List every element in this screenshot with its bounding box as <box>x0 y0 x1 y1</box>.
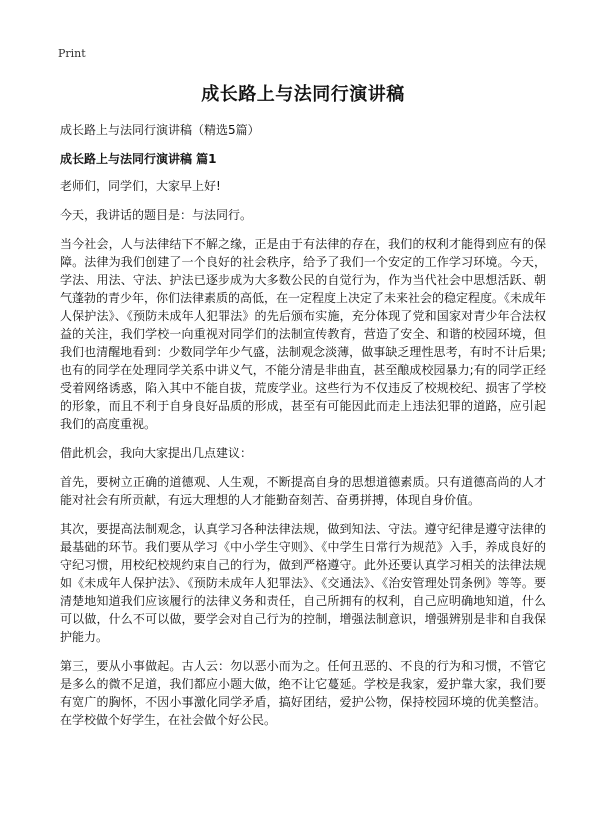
paragraph-greeting: 老师们，同学们，大家早上好! <box>60 179 221 193</box>
document-subtitle: 成长路上与法同行演讲稿（精选5篇） <box>60 123 260 137</box>
document-body <box>60 177 546 740</box>
paragraph-society: 当今社会，人与法律结下不解之缘，正是由于有法律的存在，我们的权利才能得到应有的保障。法律为我们创建了一个良好的社会秩序，给予了我们一个安定的工作学习环境。今天，学法、用法、守法、护法已逐步成为大多数公民的自觉行为，作为当代社会中思想活跃、朝气蓬勃的青少年，你们法律素质的高低，在一定程度上决定了未来社会的稳定程度。《未成年人保护法》、《预防未成年人犯罪法》的先后颁布实施，充分体现了党和国家对青少年合法权益的关注，我们学校一向重视对同学们的法制宣传教育，营造了安全、和谐的校园环境，但我们也清醒地看到：少数同学年少气盛，法制观念淡薄，做事缺乏理性思考，有时不计后果;也有的同学在处理同学关系中讲义气，不能分清是非曲直，甚至酿成校园暴力;有的同学正经受着网络诱惑，陷入其中不能自拔，荒废学业。这些行为不仅违反了校规校纪、损害了学校的形象，而且不利于自身良好品质的形成，甚至有可能因此而走上违法犯罪的道路，应引起我们的高度重视。 <box>60 237 547 431</box>
paragraph-suggestions-intro: 借此机会，我向大家提出几点建议： <box>60 446 253 460</box>
paragraph-second-point: 其次，要提高法制观念，认真学习各种法律法规，做到知法、守法。遵守纪律是遵守法律的最基础的环节。我们要从学习《中小学生守则》、《中学生日常行为规范》入手，养成良好的守纪习惯，用校纪校规约束自己的行为，做到严格遵守。此外还要认真学习相关的法律法规如《未成年人保护法》、《预防未成年人犯罪法》、《交通法》、《治安管理处罚条例》等等。要清楚地知道我们应该履行的法律义务和责任，自己所拥有的权利，自己应明确地知道，什么可以做，什么不可以做，要学会对自己行为的控制，增强法制意识，增强辨别是非和自我保护能力。 <box>60 522 546 644</box>
section-heading: 成长路上与法同行演讲稿 篇1 <box>60 152 217 166</box>
document-title: 成长路上与法同行演讲稿 <box>201 84 405 105</box>
paragraph-first-point: 首先，要树立正确的道德观、人生观，不断提高自身的思想道德素质。只有道德高尚的人才能对社会有所贡献，有远大理想的人才能勤奋刻苦、奋勇拼搏，体现自身价值。 <box>60 475 546 507</box>
paragraph-topic: 今天，我讲话的题目是：与法同行。 <box>60 208 253 222</box>
print-link[interactable]: Print <box>58 47 86 60</box>
paragraph-third-point: 第三，要从小事做起。古人云：勿以恶小而为之。任何丑恶的、不良的行为和习惯，不管它是多么的微不足道，我们都应小题大做，绝不让它蔓延。学校是我家，爱护靠大家，我们要有宽广的胸怀，不因小事激化同学矛盾，搞好团结，爱护公物，保持校园环境的优美整洁。在学校做个好学生，在社会做个好公民。 <box>60 659 546 727</box>
